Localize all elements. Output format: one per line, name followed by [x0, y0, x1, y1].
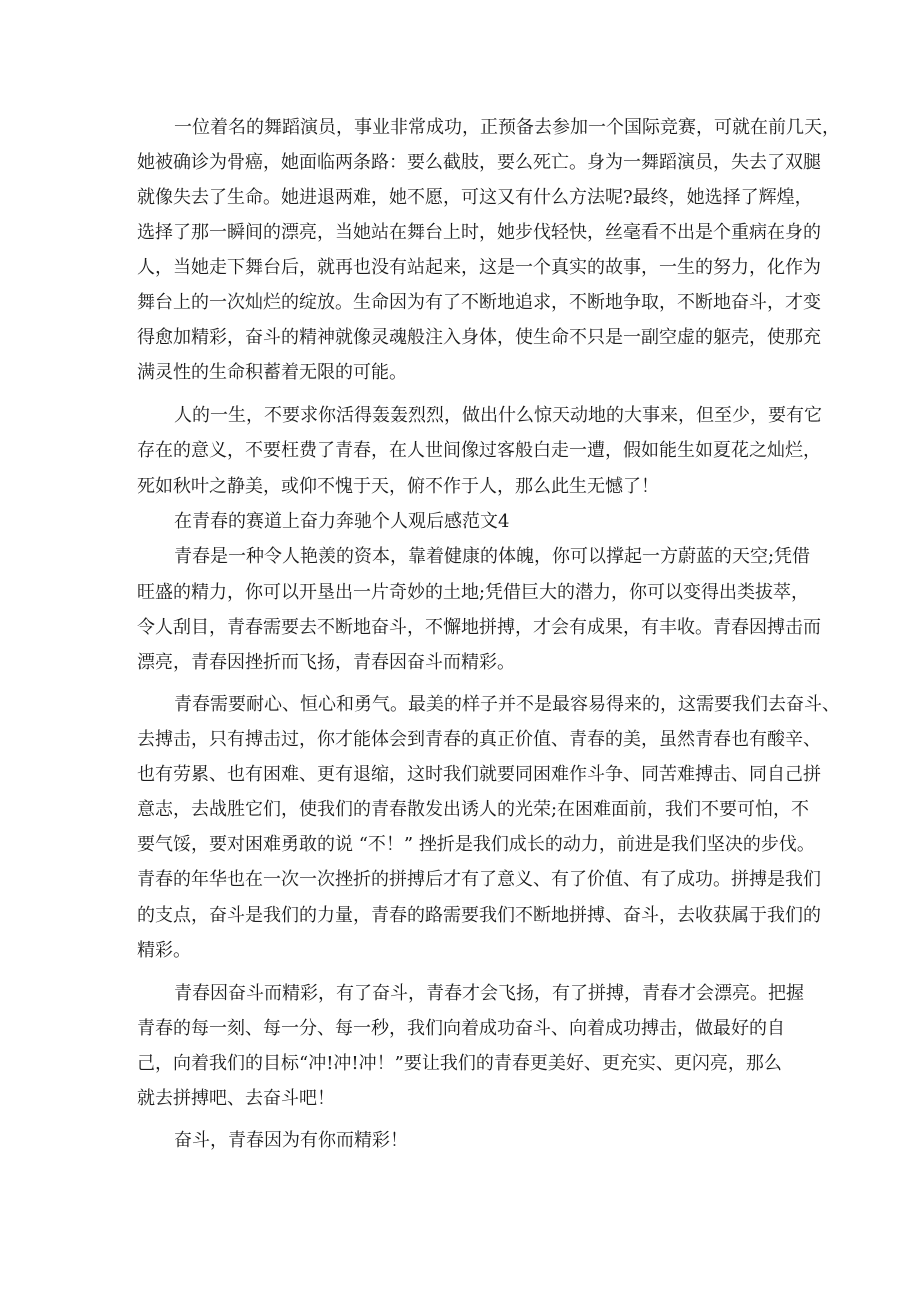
paragraph-line: 青春是一种令人艳羡的资本，靠着健康的体魄，你可以撑起一方蔚蓝的天空;凭借 [174, 546, 811, 567]
paragraph-line: 去搏击，只有搏击过，你才能体会到青春的真正价值、青春的美，虽然青春也有酸辛、 [137, 729, 821, 750]
paragraph-line: 人，当她走下舞台后，就再也没有站起来，这是一个真实的故事，一生的努力，化作为 [137, 257, 821, 278]
paragraph-line: 要气馁，要对困难勇敢的说 “不！” 挫折是我们成长的动力，前进是我们坚决的步伐。 [137, 834, 815, 855]
paragraph-line: 舞台上的一次灿烂的绽放。生命因为有了不断地追求，不断地争取，不断地奋斗，才变 [137, 292, 821, 313]
paragraph-line: 她被确诊为骨癌，她面临两条路：要么截肢，要么死亡。身为一舞蹈演员，失去了双腿 [137, 152, 821, 173]
paragraph-line: 旺盛的精力，你可以开垦出一片奇妙的土地;凭借巨大的潜力，你可以变得出类拔萃， [137, 582, 810, 603]
paragraph-line: 得愈加精彩，奋斗的精神就像灵魂般注入身体，使生命不只是一副空虚的躯壳，使那充 [137, 327, 821, 348]
paragraph-line: 也有劳累、也有困难、更有退缩，这时我们就要同困难作斗争、同苦难搏击、同自己拼 [137, 764, 821, 785]
paragraph-line: 青春的年华也在一次一次挫折的拼搏后才有了意义、有了价值、有了成功。拼搏是我们 [137, 869, 821, 890]
section-heading: 在青春的赛道上奋力奔驰个人观后感范文4 [174, 511, 510, 532]
paragraph-line: 青春的每一刻、每一分、每一秒，我们向着成功奋斗、向着成功搏击，做最好的自 [137, 1018, 785, 1039]
closing-line: 奋斗，青春因为有你而精彩！ [174, 1130, 408, 1151]
paragraph-line: 满灵性的生命积蓄着无限的可能。 [137, 362, 407, 383]
paragraph-line: 人的一生，不要求你活得轰轰烈烈，做出什么惊天动地的大事来，但至少，要有它 [174, 405, 822, 426]
paragraph-line: 青春因奋斗而精彩，有了奋斗，青春才会飞扬，有了拼搏，青春才会漂亮。把握 [174, 983, 804, 1004]
paragraph-line: 就去拼搏吧、去奋斗吧！ [137, 1088, 335, 1109]
paragraph-line: 存在的意义，不要枉费了青春，在人世间像过客般白走一遭，假如能生如夏花之灿烂， [137, 440, 821, 461]
paragraph-line: 精彩。 [137, 940, 191, 961]
paragraph-line: 己，向着我们的目标“冲!冲!冲！”要让我们的青春更美好、更充实、更闪亮，那么 [137, 1053, 782, 1074]
paragraph-line: 意志，去战胜它们，使我们的青春散发出诱人的光荣;在困难面前，我们不要可怕，不 [137, 799, 810, 820]
paragraph-line: 一位着名的舞蹈演员，事业非常成功，正预备去参加一个国际竞赛，可就在前几天， [174, 117, 840, 138]
paragraph-line: 就像失去了生命。她进退两难，她不愿，可这又有什么方法呢?最终，她选择了辉煌， [137, 187, 813, 208]
paragraph-line: 死如秋叶之静美，或仰不愧于天，俯不作于人，那么此生无憾了！ [137, 476, 659, 497]
paragraph-line: 令人刮目，青春需要去不断地奋斗，不懈地拼搏，才会有成果，有丰收。青春因搏击而 [137, 617, 821, 638]
paragraph-line: 选择了那一瞬间的漂亮，当她站在舞台上时，她步伐轻快，丝毫看不出是个重病在身的 [137, 222, 821, 243]
paragraph-line: 漂亮，青春因挫折而飞扬，青春因奋斗而精彩。 [137, 652, 515, 673]
paragraph-line: 的支点，奋斗是我们的力量，青春的路需要我们不断地拼搏、奋斗，去收获属于我们的 [137, 905, 821, 926]
paragraph-line: 青春需要耐心、恒心和勇气。最美的样子并不是最容易得来的，这需要我们去奋斗、 [174, 694, 840, 715]
